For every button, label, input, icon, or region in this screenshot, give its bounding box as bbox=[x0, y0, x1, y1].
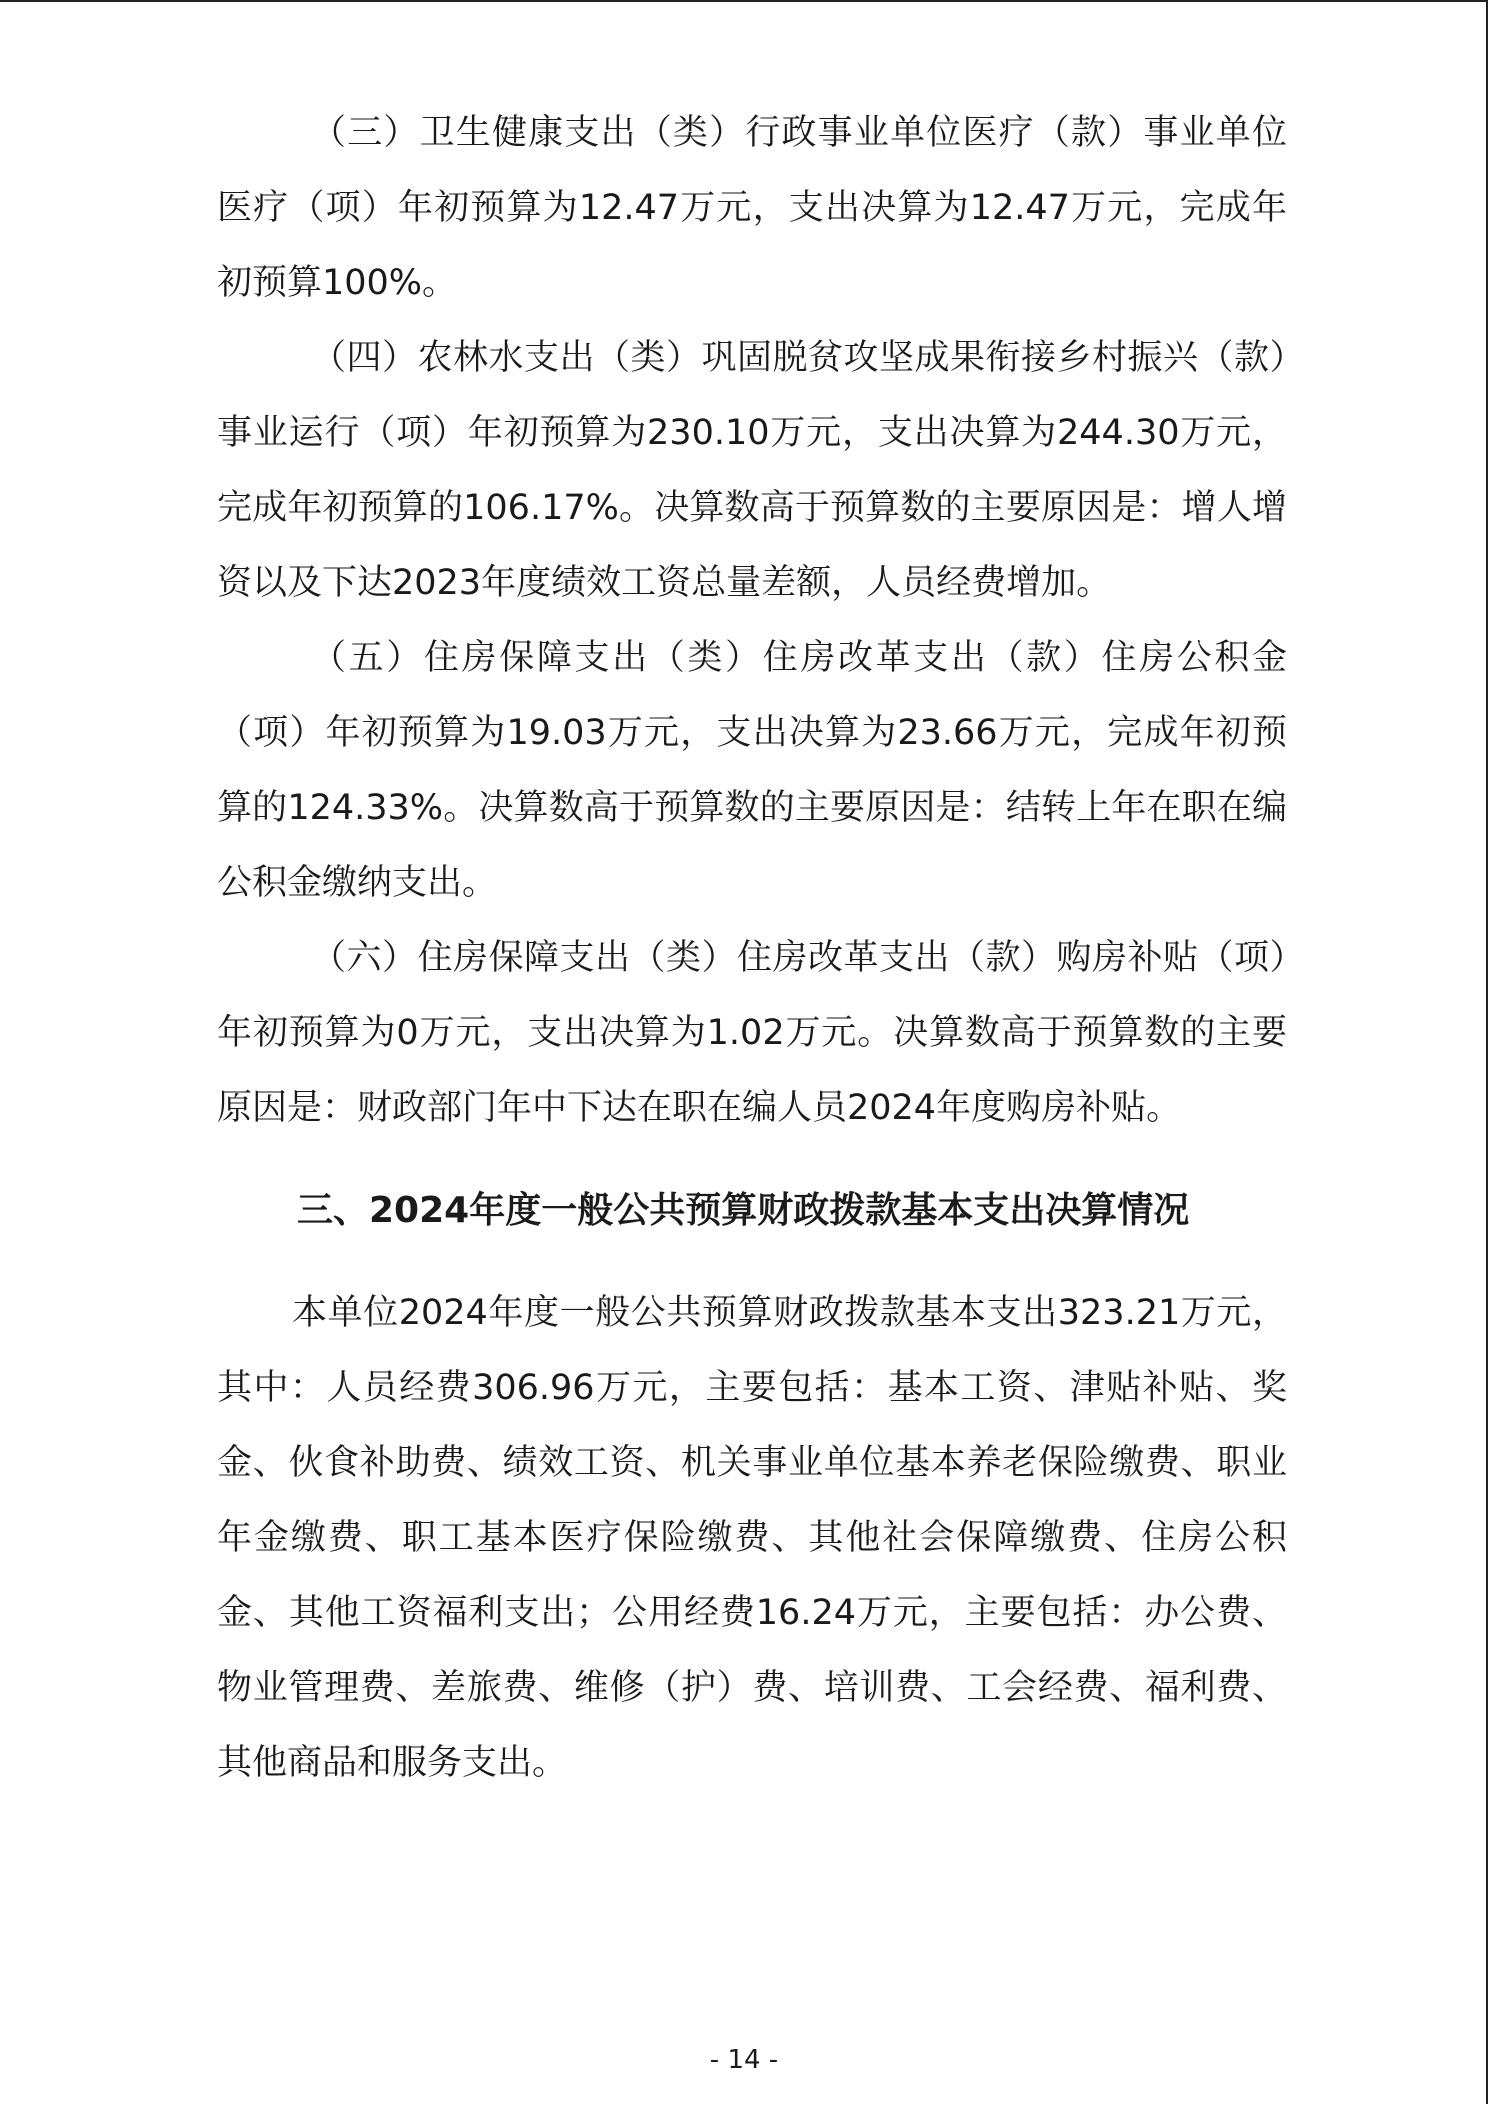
paragraph-agriculture-expenditure: （四）农林水支出（类）巩固脱贫攻坚成果衔接乡村振兴（款）事业运行（项）年初预算为230.10万元，支出决算为244.30万元，完成年初预算的106.17%。决算数高于预算数的主要原因是：增人增资以及下达2023年度绩效工资总量差额，人员经费增加。 bbox=[217, 338, 1287, 603]
paragraph-basic-expenditure: 本单位2024年度一般公共预算财政拨款基本支出323.21万元，其中：人员经费306.96万元，主要包括：基本工资、津贴补贴、奖金、伙食补助费、绩效工资、机关事业单位基本养老保险缴费、职业年金缴费、职工基本医疗保险缴费、其他社会保障缴费、住房公积金、其他工资福利支出；公用经费16.24万元，主要包括：办公费、物业管理费、差旅费、维修（护）费、培训费、工会经费、福利费、其他商品和服务支出。 bbox=[217, 1293, 1287, 1783]
page-number: - 14 - bbox=[709, 2045, 779, 2075]
section-heading: 三、2024年度一般公共预算财政拨款基本支出决算情况 bbox=[297, 1190, 1190, 1231]
paragraph-health-expenditure: （三）卫生健康支出（类）行政事业单位医疗（款）事业单位医疗（项）年初预算为12.47万元，支出决算为12.47万元，完成年初预算100%。 bbox=[217, 113, 1287, 303]
paragraph-housing-subsidy-expenditure: （六）住房保障支出（类）住房改革支出（款）购房补贴（项）年初预算为0万元，支出决算为1.02万元。决算数高于预算数的主要原因是：财政部门年中下达在职在编人员2024年度购房补贴。 bbox=[217, 938, 1287, 1128]
document-body bbox=[217, 96, 1287, 1801]
paragraph-housing-fund-expenditure: （五）住房保障支出（类）住房改革支出（款）住房公积金（项）年初预算为19.03万元，支出决算为23.66万元，完成年初预算的124.33%。决算数高于预算数的主要原因是：结转上年在职在编公积金缴纳支出。 bbox=[217, 638, 1287, 903]
